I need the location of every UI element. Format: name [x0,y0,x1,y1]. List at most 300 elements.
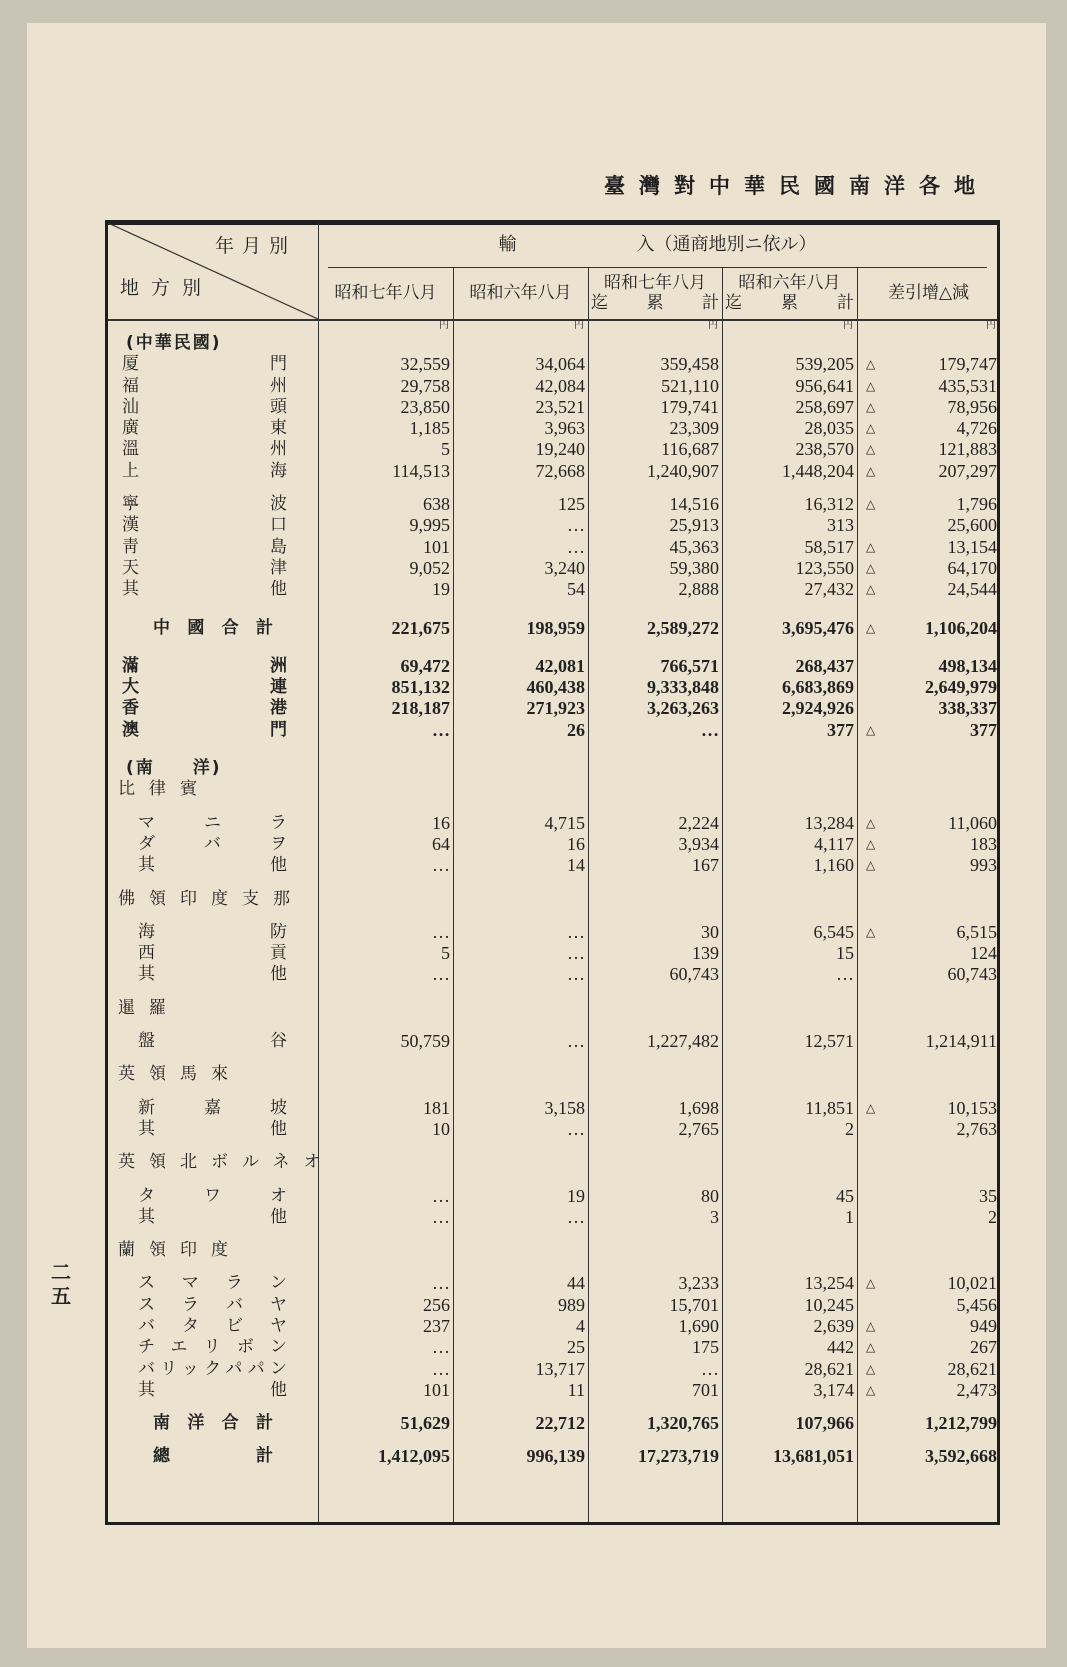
table-row [108,537,997,558]
page-title: 臺灣對中華民國南洋各地 [604,174,989,198]
cell-value: 4,726 [956,418,997,439]
cell-value: 2,224 [678,812,719,833]
cell-value: 2 [845,1118,854,1139]
section-row [108,1064,997,1085]
section-row [108,333,997,354]
cell-value: 1,240,907 [647,460,719,481]
row-label: 大連 [122,677,287,698]
row-label: 中國合計 [153,617,273,638]
cell-value: 1,160 [813,855,854,876]
cell-value: 3,233 [678,1273,719,1294]
cell-value: 121,883 [938,439,997,460]
cell-value: 435,531 [938,375,997,396]
row-label: マニラ [138,812,287,833]
cell-value: 5 [441,439,450,460]
import-group-header [328,223,987,268]
decrease-mark-icon: △ [866,378,876,393]
cell-value: 3,592,668 [925,1446,997,1467]
cell-value: 1,185 [409,418,450,439]
row-label: チエリボン [138,1337,287,1358]
cell-value: 28,621 [947,1358,997,1379]
table-row [108,1186,997,1207]
row-label: 其他 [138,1206,287,1227]
cell-value: 442 [827,1337,854,1358]
column-header-line1: 昭和七年八月 [604,273,706,293]
cell-value: 167 [692,855,719,876]
cell-value: 3,963 [544,418,585,439]
cell-value: 50,759 [400,1031,450,1052]
row-label: バリックパパン [138,1358,287,1379]
cell-value: 12,571 [804,1031,854,1052]
cell-value: 1,448,204 [782,460,854,481]
corner-top-label: 年月別 [214,235,296,257]
section-row [108,998,997,1019]
decrease-mark-icon: △ [866,620,876,635]
cell-value: 949 [970,1315,997,1336]
cell-value: 45 [836,1185,854,1206]
row-label: 溫州 [122,439,287,460]
cell-value: 101 [423,536,450,557]
table-row [108,720,997,741]
decrease-mark-icon: △ [866,463,876,478]
cell-value: 114,513 [392,460,450,481]
cell-value: 17,273,719 [638,1446,719,1467]
cell-value: 25,600 [947,515,997,536]
unit-label: 円 [843,320,853,331]
cell-value: 6,515 [956,921,997,942]
table-header [108,223,997,331]
table-row [108,1119,997,1140]
cell-value: 3,934 [678,833,719,854]
table-row [108,855,997,876]
cell-value: 766,571 [660,655,719,676]
table-row [108,418,997,439]
cell-value: 11,851 [805,1097,854,1118]
table-row [108,834,997,855]
row-label: 比律賓 [118,779,211,800]
cell-value: 116,687 [661,439,719,460]
cell-value: 1,320,765 [647,1413,719,1434]
cell-value: 60,743 [669,964,719,985]
cell-value: 64,170 [947,557,997,578]
decrease-mark-icon: △ [866,836,876,851]
column-header-line1: 昭和七年八月 [334,283,437,303]
cell-value: … [432,1273,450,1294]
row-label: 上海 [122,460,287,481]
table-body [108,333,997,1468]
row-label: 天津 [122,557,287,578]
import-label: 輸 [498,234,517,255]
cell-value: 175 [692,1337,719,1358]
cell-value: 9,333,848 [647,677,719,698]
cell-value: 258,697 [795,396,854,417]
decrease-mark-icon: △ [866,1318,876,1333]
unit-label: 円 [439,320,449,331]
cell-value: 359,458 [660,354,719,375]
unit-label: 円 [986,320,996,331]
row-label: 英領馬來 [118,1064,242,1085]
decrease-mark-icon: △ [866,722,876,737]
cell-value: 2,924,926 [782,698,854,719]
table-row [108,698,997,719]
row-label: 總計 [153,1446,273,1467]
cell-value: 28,621 [804,1358,854,1379]
cell-value: 5,456 [956,1294,997,1315]
cell-value: 2,763 [956,1118,997,1139]
cell-value: 1,690 [678,1315,719,1336]
cell-value: … [567,1206,585,1227]
cell-value: 3,174 [813,1379,854,1400]
decrease-mark-icon: △ [866,497,876,512]
cell-value: 124 [970,943,997,964]
cell-value: … [567,964,585,985]
cell-value: … [432,1206,450,1227]
table-row [108,1273,997,1294]
cell-value: 237 [423,1315,450,1336]
cell-value: 19 [432,579,450,600]
cell-value: 198,959 [526,617,585,638]
cell-value: 2 [988,1206,997,1227]
cell-value: 80 [701,1185,719,1206]
row-label: 汕頭 [122,396,287,417]
section-row [108,889,997,910]
cell-value: 4 [576,1315,585,1336]
cell-value: 10,245 [804,1294,854,1315]
cell-value: 2,473 [956,1379,997,1400]
cell-value: 218,187 [391,698,450,719]
corner-labels [108,223,318,319]
decrease-mark-icon: △ [866,1100,876,1115]
page-number: 二五 [51,1260,71,1308]
cell-value: 29,758 [400,375,450,396]
cell-value: 60,743 [947,964,997,985]
decrease-mark-icon: △ [866,357,876,372]
cell-value: 2,649,979 [925,677,997,698]
cell-value: 521,110 [661,375,719,396]
column-header [588,267,722,319]
decrease-mark-icon: △ [866,1340,876,1355]
cell-value: 16 [432,812,450,833]
column-header [857,267,1000,319]
column-header [318,267,453,319]
cell-value: 271,923 [526,698,585,719]
table-row [108,376,997,397]
cell-value: 3,240 [544,557,585,578]
cell-value: 45,363 [669,536,719,557]
cell-value: 11,060 [948,812,997,833]
cell-value: 179,747 [938,354,997,375]
cell-value: 23,850 [400,396,450,417]
cell-value: 42,081 [535,655,585,676]
cell-value: 10,153 [947,1097,997,1118]
cell-value: 3 [710,1206,719,1227]
cell-value: 123,550 [795,557,854,578]
cell-value: 15,701 [669,1294,719,1315]
cell-value: 9,052 [409,557,450,578]
table-row [108,964,997,985]
cell-value: 16,312 [804,494,854,515]
cell-value: 9,995 [409,515,450,536]
cell-value: 377 [827,719,854,740]
cell-value: 6,545 [813,921,854,942]
cell-value: 539,205 [795,354,854,375]
cell-value: 15 [836,943,854,964]
table-row [108,397,997,418]
cell-value: 1 [845,1206,854,1227]
cell-value: 27,432 [804,579,854,600]
cell-value: … [567,1118,585,1139]
cell-value: 10,021 [947,1273,997,1294]
cell-value: 3,695,476 [782,617,854,638]
unit-label: 円 [708,320,718,331]
cell-value: 101 [423,1379,450,1400]
row-label: 福州 [122,375,287,396]
table-row [108,494,997,515]
cell-value: 1,227,482 [647,1031,719,1052]
cell-value: 638 [423,494,450,515]
table-row [108,943,997,964]
table-row [108,1316,997,1337]
cell-value: 14 [567,855,585,876]
row-label: 暹羅 [118,997,180,1018]
cell-value: … [432,1185,450,1206]
cell-value: 3,263,263 [647,698,719,719]
cell-value: 181 [423,1097,450,1118]
cell-value: 10 [432,1118,450,1139]
row-label: 廣東 [122,418,287,439]
cell-value: 72,668 [535,460,585,481]
cell-value: 24,544 [947,579,997,600]
decrease-mark-icon: △ [866,582,876,597]
table-row [108,1337,997,1358]
cell-value: 42,084 [535,375,585,396]
cell-value: … [701,719,719,740]
cell-value: 69,472 [400,655,450,676]
cell-value: 44 [567,1273,585,1294]
table-row [108,1359,997,1380]
decrease-mark-icon: △ [866,858,876,873]
cell-value: 13,154 [947,536,997,557]
row-label: 西貢 [138,943,287,964]
row-label: 南洋合計 [153,1413,273,1434]
import-sublabel: 入（通商地別ニ依ル） [636,234,817,255]
cell-value: 23,309 [669,418,719,439]
row-label: 佛領印度支那 [118,888,304,909]
row-label: 靑島 [122,536,287,557]
cell-value: … [567,536,585,557]
cell-value: 78,956 [947,396,997,417]
cell-value: … [836,964,854,985]
row-label: 盤谷 [138,1031,287,1052]
decrease-mark-icon: △ [866,399,876,414]
cell-value: 460,438 [526,677,585,698]
cell-value: 22,712 [535,1413,585,1434]
cell-value: 996,139 [526,1446,585,1467]
row-label: (南 洋) [126,758,222,779]
cell-value: 14,516 [669,494,719,515]
cell-value: 2,639 [813,1315,854,1336]
cell-value: 59,380 [669,557,719,578]
row-label: スラバヤ [138,1294,287,1315]
row-label: 海防 [138,921,287,942]
cell-value: 1,698 [678,1097,719,1118]
row-label: 新嘉坡 [138,1097,287,1118]
table-row [108,1031,997,1052]
cell-value: 19,240 [535,439,585,460]
cell-value: 51,629 [400,1413,450,1434]
cell-value: … [432,1337,450,1358]
cell-value: 25,913 [669,515,719,536]
column-header-line2: 迄累計 [591,293,719,313]
cell-value: 338,337 [938,698,997,719]
cell-value: 3,158 [544,1097,585,1118]
table-row [108,461,997,482]
cell-value: … [432,855,450,876]
cell-value: 139 [692,943,719,964]
cell-value: 993 [970,855,997,876]
decrease-mark-icon: △ [866,1361,876,1376]
table-row [108,922,997,943]
cell-value: 125 [558,494,585,515]
table-row [108,656,997,677]
cell-value: 179,741 [660,396,719,417]
row-label: 其他 [138,1118,287,1139]
row-label: タワオ [138,1185,287,1206]
cell-value: 377 [970,719,997,740]
section-row [108,779,997,800]
cell-value: … [567,921,585,942]
row-label: 澳門 [122,719,287,740]
cell-value: 4,117 [814,833,854,854]
column-header-line2: 迄累計 [725,293,854,313]
cell-value: 107,966 [795,1413,854,1434]
cell-value: … [432,921,450,942]
cell-value: 1,212,799 [925,1413,997,1434]
cell-value: 35 [979,1185,997,1206]
cell-value: 5 [441,943,450,964]
row-label: 香港 [122,698,287,719]
table-row [108,1207,997,1228]
cell-value: 498,134 [938,655,997,676]
row-label: ダバヲ [138,833,287,854]
cell-value: … [567,515,585,536]
trade-table [105,220,1000,1525]
cell-value: … [432,1358,450,1379]
cell-value: 4,715 [544,812,585,833]
total-row [108,618,997,639]
cell-value: 268,437 [795,655,854,676]
decrease-mark-icon: △ [866,560,876,575]
row-label: バタビヤ [138,1315,287,1336]
cell-value: 13,254 [804,1273,854,1294]
cell-value: 221,675 [391,617,450,638]
cell-value: … [567,943,585,964]
table-row [108,1098,997,1119]
table-row [108,354,997,375]
column-header-line1: 昭和六年八月 [469,283,572,303]
cell-value: 238,570 [795,439,854,460]
decrease-mark-icon: △ [866,539,876,554]
cell-value: … [432,964,450,985]
cell-value: 1,106,204 [925,617,997,638]
total-row [108,1413,997,1434]
decrease-mark-icon: △ [866,421,876,436]
cell-value: 989 [558,1294,585,1315]
row-label: 寧波 [122,494,287,515]
row-label: (中華民國) [126,333,222,353]
cell-value: 11 [567,1379,585,1400]
row-label: 英領北ボルネオ [118,1152,335,1173]
cell-value: 2,888 [678,579,719,600]
decrease-mark-icon: △ [866,815,876,830]
cell-value: 207,297 [938,460,997,481]
table-row [108,1380,997,1401]
cell-value: 19 [567,1185,585,1206]
column-header [453,267,588,319]
cell-value: 58,517 [804,536,854,557]
column-header-line1: 差引增△減 [887,283,970,303]
cell-value: 1,796 [956,494,997,515]
cell-value: … [701,1358,719,1379]
decrease-mark-icon: △ [866,442,876,457]
section-row [108,1152,997,1173]
cell-value: 956,641 [795,375,854,396]
table-row [108,813,997,834]
cell-value: 701 [692,1379,719,1400]
cell-value: 26 [567,719,585,740]
cell-value: … [432,719,450,740]
row-label: 滿洲 [122,655,287,676]
decrease-mark-icon: △ [866,1276,876,1291]
cell-value: 32,559 [400,354,450,375]
table-row [108,558,997,579]
cell-value: 34,064 [535,354,585,375]
cell-value: 851,132 [391,677,450,698]
row-label: 其他 [122,579,287,600]
cell-value: 2,765 [678,1118,719,1139]
cell-value: 16 [567,833,585,854]
table-row [108,515,997,536]
column-header-line1: 昭和六年八月 [738,273,841,293]
cell-value: 23,521 [535,396,585,417]
cell-value: 28,035 [804,418,854,439]
row-label: 其他 [138,964,287,985]
section-row [108,758,997,779]
cell-value: 6,683,869 [782,677,854,698]
section-row [108,1240,997,1261]
total-row [108,1446,997,1467]
cell-value: 2,589,272 [647,617,719,638]
column-header [722,267,857,319]
cell-value: 13,681,051 [773,1446,854,1467]
cell-value: 256 [423,1294,450,1315]
table-row [108,1295,997,1316]
cell-value: … [567,1031,585,1052]
decrease-mark-icon: △ [866,924,876,939]
corner-bottom-label: 地方別 [120,277,214,299]
row-label: 漢口 [122,515,287,536]
cell-value: 1,412,095 [378,1446,450,1467]
table-row [108,677,997,698]
cell-value: 13,284 [804,812,854,833]
cell-value: 64 [432,833,450,854]
cell-value: 25 [567,1337,585,1358]
row-label: 蘭領印度 [118,1240,242,1261]
cell-value: 1,214,911 [925,1031,997,1052]
cell-value: 30 [701,921,719,942]
table-row [108,579,997,600]
row-label: 其他 [138,1379,287,1400]
